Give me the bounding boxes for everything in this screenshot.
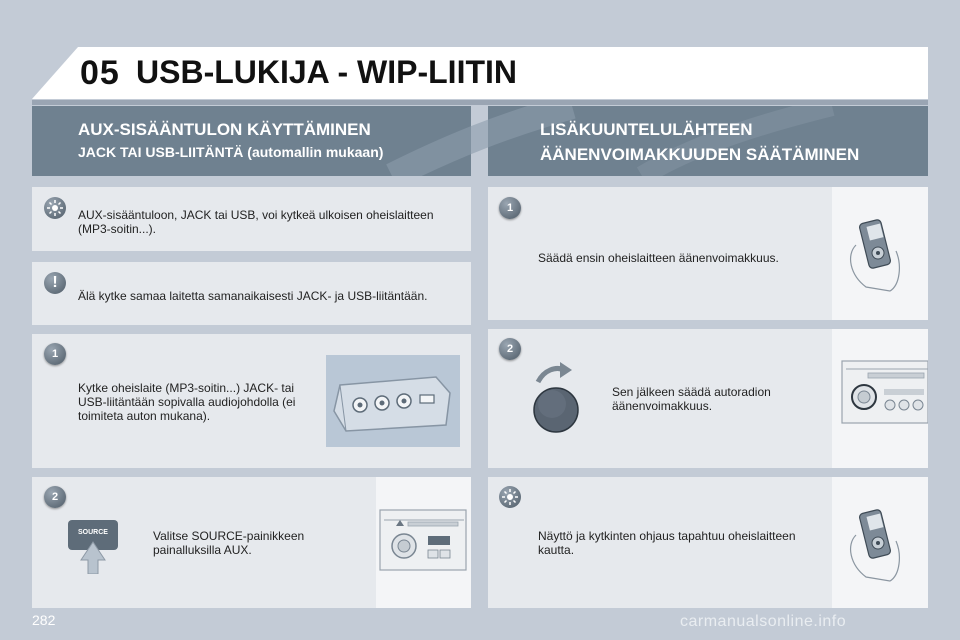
left-step2-text: Valitse SOURCE-painikkeen painalluksilla AUX. [153,529,305,557]
aux-section-title: AUX-SISÄÄNTULON KÄYTTÄMINEN [78,120,371,139]
volume-knob-illustration [530,360,582,436]
mp3-player-hand-icon [846,215,910,295]
source-button-illustration [68,520,118,574]
left-step1-text: Kytke oheislaite (MP3-soitin...) JACK- tai USB-liitäntään sopivalla audiojohdolla (ei toimiteta auton mukana). [78,381,296,423]
right-section-header [488,106,928,176]
page-number: 282 [32,612,56,628]
source-button-label: SOURCE [78,529,108,536]
jack-usb-port-illustration [326,355,460,447]
warning-text: Älä kytke samaa laitetta samanaikaisesti JACK- ja USB-liitäntään. [78,289,428,303]
right-info-text: Näyttö ja kytkinten ohjaus tapahtuu oheislaitteen kautta. [538,529,796,557]
info-sun-icon [44,197,66,219]
page-title: USB-LUKIJA - WIP-LIITIN [136,54,517,90]
aux-section-subtitle: JACK TAI USB-LIITÄNTÄ (automallin mukaan) [78,144,384,160]
aux-info-text: AUX-sisääntuloon, JACK tai USB, voi kytkeä ulkoisen oheislaitteen (MP3-soitin...). [78,208,434,236]
right-step2-badge: 2 [499,338,521,360]
title-divider [32,100,928,105]
info-sun-icon [499,486,521,508]
left-section-header [32,106,471,176]
radio-unit-illustration [378,500,468,590]
volume-section-title-line1: LISÄKUUNTELULÄHTEEN [540,120,753,139]
volume-section-title-line2: ÄÄNENVOIMAKKUUDEN SÄÄTÄMINEN [540,145,860,164]
right-step1-badge: 1 [499,197,521,219]
watermark: carmanualsonline.info [680,613,847,630]
chapter-number: 05 [80,54,120,92]
left-step2-badge: 2 [44,486,66,508]
right-step1-text: Säädä ensin oheislaitteen äänenvoimakkuus. [538,251,779,265]
mp3-player-hand-icon [846,505,910,585]
car-radio-volume-illustration [838,355,928,433]
warning-exclamation-icon: ! [44,272,66,294]
left-step1-badge: 1 [44,343,66,365]
right-step2-text: Sen jälkeen säädä autoradion äänenvoimakkuus. [612,385,771,413]
